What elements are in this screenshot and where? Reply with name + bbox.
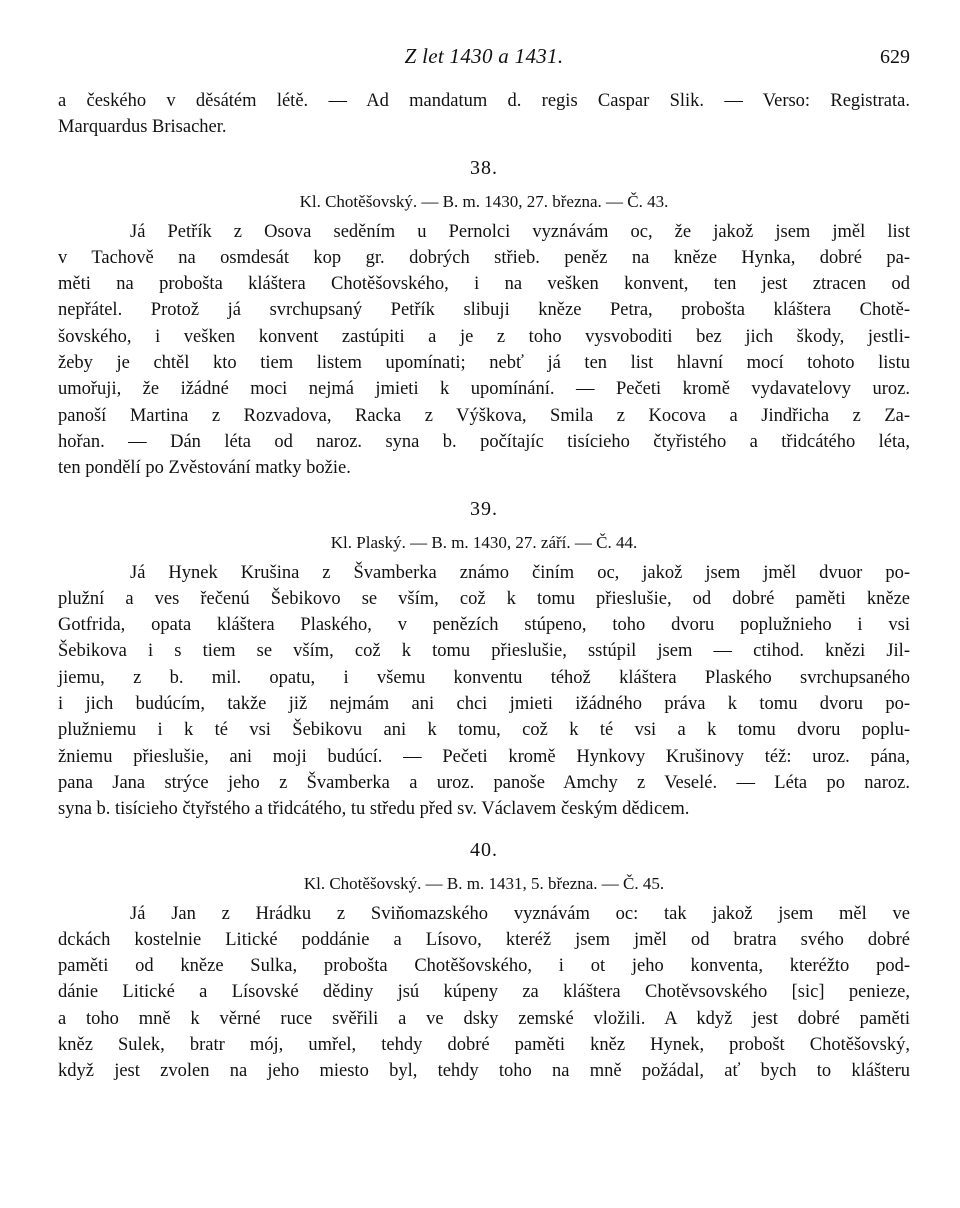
- document-text: [58, 219, 910, 482]
- text-line: Marquardus Brisacher.: [58, 117, 227, 138]
- text-line: jiemu, z b. mil. opatu, i všemu konventu téhož kláštera Plaského svrchupsaného: [58, 667, 910, 688]
- text-line: a českého v děsátém létě. — Ad mandatum d. regis Caspar Slik. — Verso: Registrata.: [58, 91, 910, 111]
- document-regest: Kl. Plaský. — B. m. 1430, 27. září. — Č. 44.: [330, 532, 638, 552]
- text-line: plužní a ves řečenú Šebikovo se vším, což k tomu přieslušie, od dobré paměti kněze: [58, 588, 910, 609]
- page-number: 629: [880, 46, 910, 68]
- document-regest: Kl. Chotěšovský. — B. m. 1431, 5. března. — Č. 45.: [303, 873, 665, 893]
- text-line: syna b. tisícieho čtyřstého a třidcátého, tu středu před sv. Václavem českým dědicem.: [58, 799, 690, 820]
- document-38: [58, 155, 910, 482]
- text-line: panoší Martina z Rozvadova, Racka z Výškova, Smila z Kocova a Jindřicha z Za-: [58, 405, 910, 426]
- running-head: [58, 44, 910, 74]
- document-number: 40.: [470, 838, 498, 861]
- text-line: plužniemu i k té vsi Šebikovu ani k tomu, což k té vsi a k tomu dvoru poplu-: [58, 720, 910, 741]
- text-line: kněz Sulek, bratr mój, umřel, tehdy dobré paměti kněz Hynek, probošt Chotěšovský,: [58, 1035, 910, 1056]
- document-text: [58, 901, 910, 1085]
- page-content: [58, 88, 910, 1085]
- document-39: [58, 496, 910, 823]
- document-number: 39.: [470, 497, 498, 520]
- text-line: pana Jana strýce jeho z Švamberka a uroz. panoše Amchy z Veselé. — Léta po naroz.: [58, 772, 910, 793]
- text-line: když jest zvolen na jeho miesto byl, tehdy toho na mně požádal, ať bych to klášteru: [58, 1061, 910, 1082]
- text-line: i jich budúcím, takže již nejmám ani chci jmieti ižádného práva k tomu dvoru po-: [58, 694, 910, 715]
- text-line: v Tachově na osmdesát kop gr. dobrých střieb. peněz na kněze Hynka, dobré pa-: [58, 247, 910, 268]
- document-40: [58, 837, 910, 1085]
- document-regest: Kl. Chotěšovský. — B. m. 1430, 27. března. — Č. 43.: [299, 191, 669, 211]
- text-line: Já Petřík z Osova seděním u Pernolci vyznávám oc, že jakož jsem jměl list: [130, 221, 910, 242]
- text-line: hořan. — Dán léta od naroz. syna b. počítajíc tisícieho čtyřistého a třidcátého léta,: [58, 431, 910, 452]
- text-line: umořuji, že ižádné moci nejmá jmieti k upomínání. — Pečeti kromě vydavatelovy uroz.: [58, 379, 910, 400]
- text-line: nepřátel. Protož já svrchupsaný Petřík slibuji kněze Petra, probošta kláštera Chotě-: [58, 300, 910, 321]
- document-text: [58, 560, 910, 823]
- document-number: 38.: [470, 156, 498, 179]
- text-line: dánie Litické a Lísovské dědiny jsú kúpeny za kláštera Chotěvsovského [sic] penieze,: [58, 982, 910, 1003]
- text-line: Já Jan z Hrádku z Sviňomazského vyznávám oc: tak jakož jsem měl ve: [130, 903, 910, 924]
- text-line: Gotfrida, opata kláštera Plaského, v penězích stúpeno, toho dvoru poplužnieho i vsi: [58, 615, 910, 636]
- text-line: dckách kostelnie Litické poddánie a Lísovo, kteréž jsem jměl od bratra svého dobré: [58, 929, 910, 950]
- text-line: měti na probošta kláštera Chotěšovského, i na vešken konvent, ten jest ztracen od: [58, 274, 910, 295]
- text-line: Šebikova i s tiem se vším, což k tomu přieslušie, sstúpil jsem — ctihod. knězi Jil-: [58, 641, 910, 662]
- text-line: šovského, i vešken konvent zastúpiti a je z toho vysvoboditi bez jich škody, jestli-: [58, 326, 910, 347]
- text-line: a toho mně k věrné ruce svěřili a ve dsky zemské vložili. A když jest dobré paměti: [58, 1008, 910, 1029]
- text-line: Já Hynek Krušina z Švamberka známo činím oc, jakož jsem jměl dvuor po-: [130, 562, 910, 583]
- text-line: žeby je chtěl kto tiem listem upomínati; nebť já ten list hlavní mocí tohoto listu: [58, 353, 910, 374]
- running-title: Z let 1430 a 1431.: [404, 44, 564, 68]
- text-line: paměti od kněze Sulka, probošta Chotěšovského, i ot jeho konventa, kteréžto pod-: [58, 956, 910, 977]
- text-line: žniemu přieslušie, ani moji budúcí. — Pečeti kromě Hynkovy Krušinovy též: uroz. pána,: [58, 746, 910, 767]
- text-line: ten pondělí po Zvěstování matky božie.: [58, 458, 351, 479]
- intro-paragraph: [58, 88, 910, 141]
